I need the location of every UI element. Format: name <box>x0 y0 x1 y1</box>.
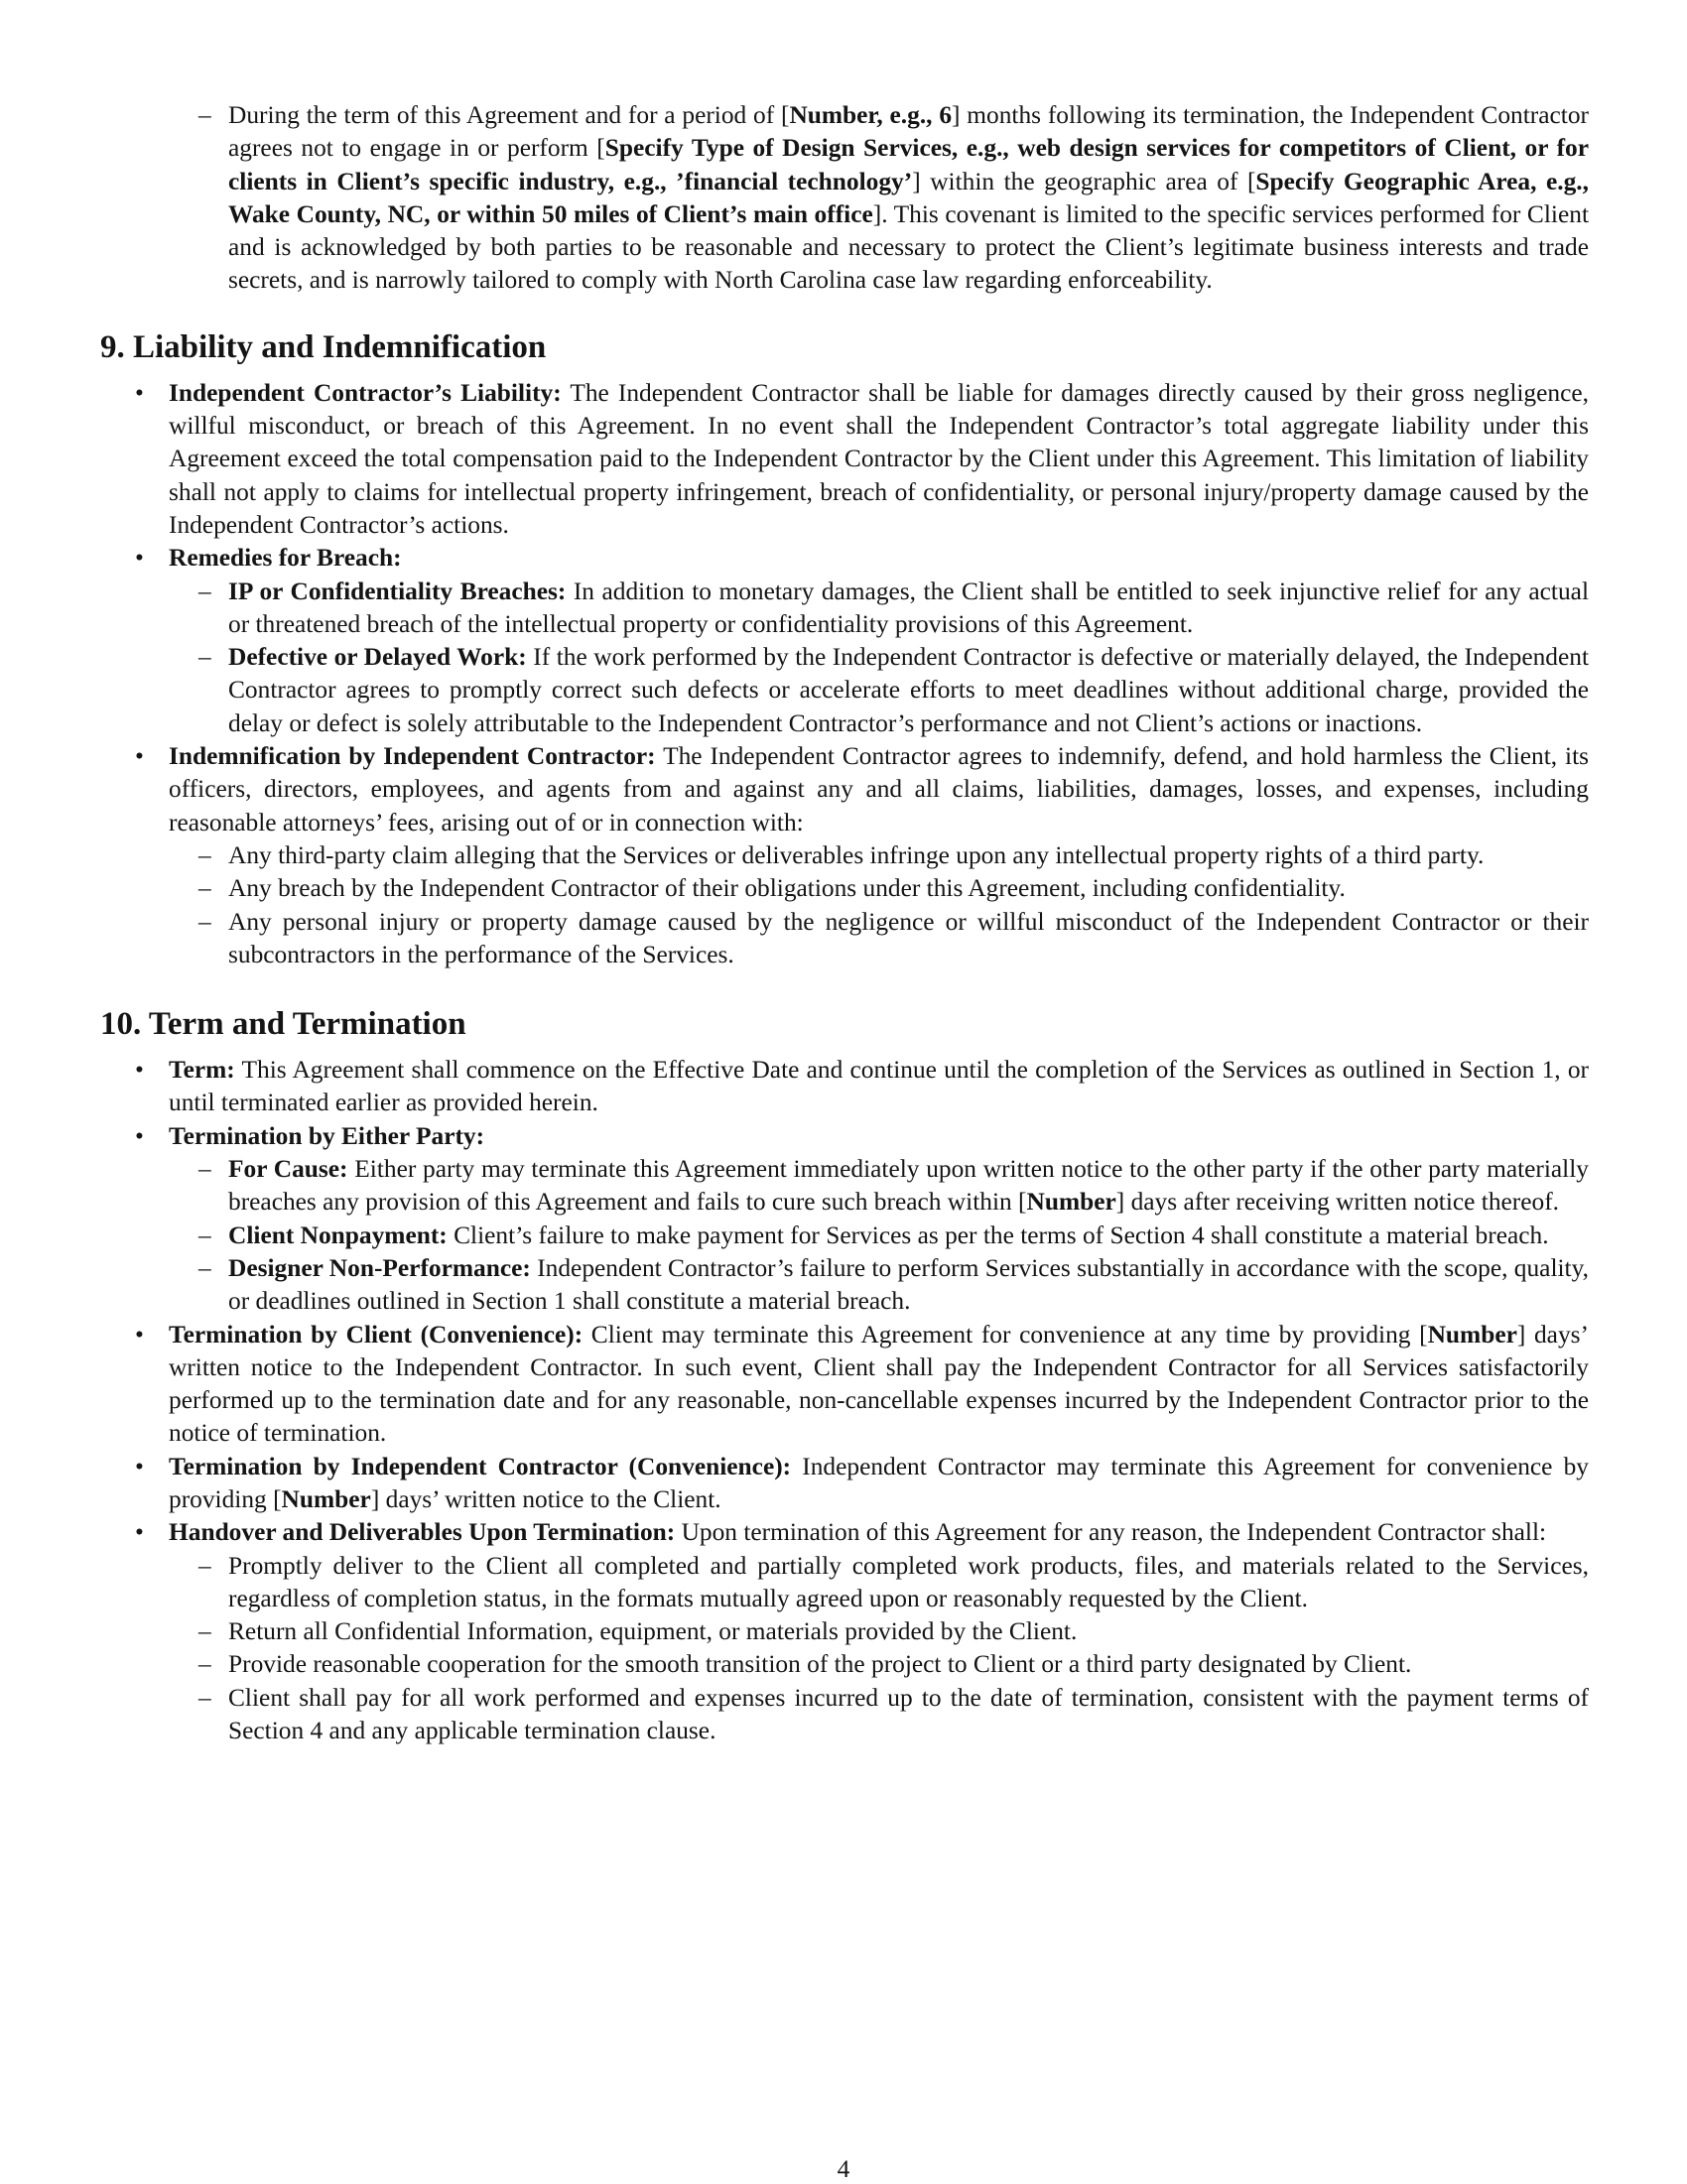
item-text: ] days’ written notice to the Client. <box>370 1484 721 1513</box>
subitem-label: IP or Confidentiality Breaches: <box>228 577 567 605</box>
subitem-label: For Cause: <box>228 1155 348 1184</box>
designer-nonperformance-subitem <box>100 1252 1589 1319</box>
item-label: Termination by Client (Convenience): <box>169 1320 584 1349</box>
subitem-text: Either party may terminate this Agreement immediately upon written notice to the other party if the other party materially breaches any provision of this Agreement and fails to cure such breach within [ <box>228 1155 1589 1217</box>
placeholder-number: Number <box>281 1484 371 1513</box>
subitem-text: Client’s failure to make payment for Services as per the terms of Section 4 shall constitute a material breach. <box>447 1220 1549 1249</box>
item-label: Indemnification by Independent Contractor: <box>169 742 656 771</box>
clause-text: ] within the geographic area of [ <box>912 167 1256 195</box>
handover-subitem: – Client shall pay for all work performed and expenses incurred up to the date of termination, consistent with the payment terms of Section 4 and any applicable termination clause. <box>100 1682 1589 1748</box>
placeholder-geographic-area: Specify Geographic Area, e.g., Wake County, NC, or within 50 miles of Client’s main office <box>228 167 1589 228</box>
defective-work-subitem <box>100 641 1589 740</box>
remedies-item <box>100 542 1589 575</box>
handover-subitem: – Return all Confidential Information, equipment, or materials provided by the Client. <box>100 1615 1589 1648</box>
clause-text: ]. This covenant is limited to the specific services performed for Client and is acknowledged by both parties to be reasonable and necessary to protect the Client’s legitimate business interests and trade secrets, and is narrowly tailored to comply with North Carolina case law regarding enforceability. <box>228 199 1589 295</box>
ip-breaches-subitem <box>100 576 1589 642</box>
placeholder-months: Number, e.g., 6 <box>789 101 953 129</box>
subitem-text: ] days after receiving written notice thereof. <box>1115 1188 1560 1217</box>
subitem-label: Client Nonpayment: <box>228 1220 448 1249</box>
termination-by-contractor-item <box>100 1451 1589 1517</box>
subitem-text: If the work performed by the Independent Contractor is defective or materially delayed, the Independent Contractor agrees to promptly correct such defects or accelerate efforts to meet deadlines without additional charge, provided the delay or defect is solely attributable to the Independent Contractor’s performance and not Client’s actions or inactions. <box>228 643 1589 737</box>
subitem-label: Defective or Delayed Work: <box>228 643 527 672</box>
handover-subitem: – Provide reasonable cooperation for the smooth transition of the project to Client or a third party designated by Client. <box>100 1648 1589 1681</box>
handover-subitem: – Promptly deliver to the Client all completed and partially completed work products, files, and materials related to the Services, regardless of completion status, in the formats mutually agreed upon or reasonably requested by the Client. <box>100 1550 1589 1616</box>
placeholder-number: Number <box>1026 1188 1116 1217</box>
section-10-heading: 10. Term and Termination <box>100 1006 466 1043</box>
item-text: The Independent Contractor shall be liable for damages directly caused by their gross negligence, willful misconduct, or breach of this Agreement. In no event shall the Independent Contractor’s total aggregate liability under this Agreement exceed the total compensation paid to the Independent Contractor by the Client under this Agreement. This limitation of liability shall not apply to claims for intellectual property infringement, breach of confidentiality, or personal injury/property damage caused by the Independent Contractor’s actions. <box>169 378 1589 539</box>
item-label: Independent Contractor’s Liability: <box>169 378 562 407</box>
page-content <box>100 99 1589 1747</box>
item-text: Upon termination of this Agreement for any reason, the Independent Contractor shall: <box>675 1518 1547 1547</box>
indemnification-subitem: – Any personal injury or property damage caused by the negligence or willful misconduct of the Independent Contractor or their subcontractors in the performance of the Services. <box>100 906 1589 972</box>
indemnification-subitem: – Any third-party claim alleging that the Services or deliverables infringe upon any intellectual property rights of a third party. <box>100 839 1589 872</box>
section-9-heading: 9. Liability and Indemnification <box>100 328 547 365</box>
client-nonpayment-subitem <box>100 1220 1589 1252</box>
item-text: The Independent Contractor agrees to indemnify, defend, and hold harmless the Client, its officers, directors, employees, and agents from and against any and all claims, liabilities, damages, losses, and expenses, including reasonable attorneys’ fees, arising out of or in connection with: <box>169 742 1590 836</box>
item-text: Client may terminate this Agreement for convenience at any time by providing [ <box>583 1320 1428 1349</box>
placeholder-design-services: Specify Type of Design Services, e.g., web design services for competitors of Client, or for clients in Client’s specific industry, e.g., ’financial technology’ <box>228 134 1589 195</box>
for-cause-subitem <box>100 1153 1589 1220</box>
termination-either-party-item <box>100 1120 1589 1153</box>
item-text: This Agreement shall commence on the Effective Date and continue until the completion of the Services as outlined in Section 1, or until terminated earlier as provided herein. <box>169 1056 1589 1117</box>
clause-text: During the term of this Agreement and for a period of [ <box>228 101 790 129</box>
clause-text: ] months following its termination, the Independent Contractor agrees not to engage in or perform [ <box>228 101 1589 163</box>
subitem-text: In addition to monetary damages, the Client shall be entitled to seek injunctive relief for any actual or threatened breach of the intellectual property or confidentiality provisions of this Agreement. <box>228 577 1589 638</box>
item-label: Termination by Independent Contractor (Convenience): <box>169 1452 792 1480</box>
item-text: ] days’ written notice to the Independent Contractor. In such event, Client shall pay the Independent Contractor for all Services satisfactorily performed up to the termination date and for any reasonable, non-cancellable expenses incurred by the Independent Contractor prior to the notice of termination. <box>169 1320 1589 1448</box>
page-number: 4 <box>837 2155 850 2183</box>
termination-by-client-item <box>100 1319 1589 1451</box>
placeholder-number: Number <box>1427 1320 1517 1349</box>
indemnification-item <box>100 740 1589 839</box>
handover-item <box>100 1516 1589 1549</box>
indemnification-subitem: – Any breach by the Independent Contractor of their obligations under this Agreement, including confidentiality. <box>100 872 1589 905</box>
item-text: Independent Contractor may terminate this Agreement for convenience by providing [ <box>169 1452 1589 1513</box>
subitem-text: Independent Contractor’s failure to perform Services substantially in accordance with the scope, quality, or deadlines outlined in Section 1 shall constitute a material breach. <box>228 1253 1590 1316</box>
item-label: Remedies for Breach: <box>169 544 402 573</box>
item-label: Termination by Either Party: <box>169 1121 485 1150</box>
subitem-label: Designer Non-Performance: <box>228 1253 531 1282</box>
term-item <box>100 1054 1589 1120</box>
item-label: Term: <box>169 1056 235 1085</box>
item-label: Handover and Deliverables Upon Termination: <box>169 1518 676 1547</box>
contractor-liability-item <box>100 377 1589 542</box>
non-compete-clause <box>100 99 1589 298</box>
